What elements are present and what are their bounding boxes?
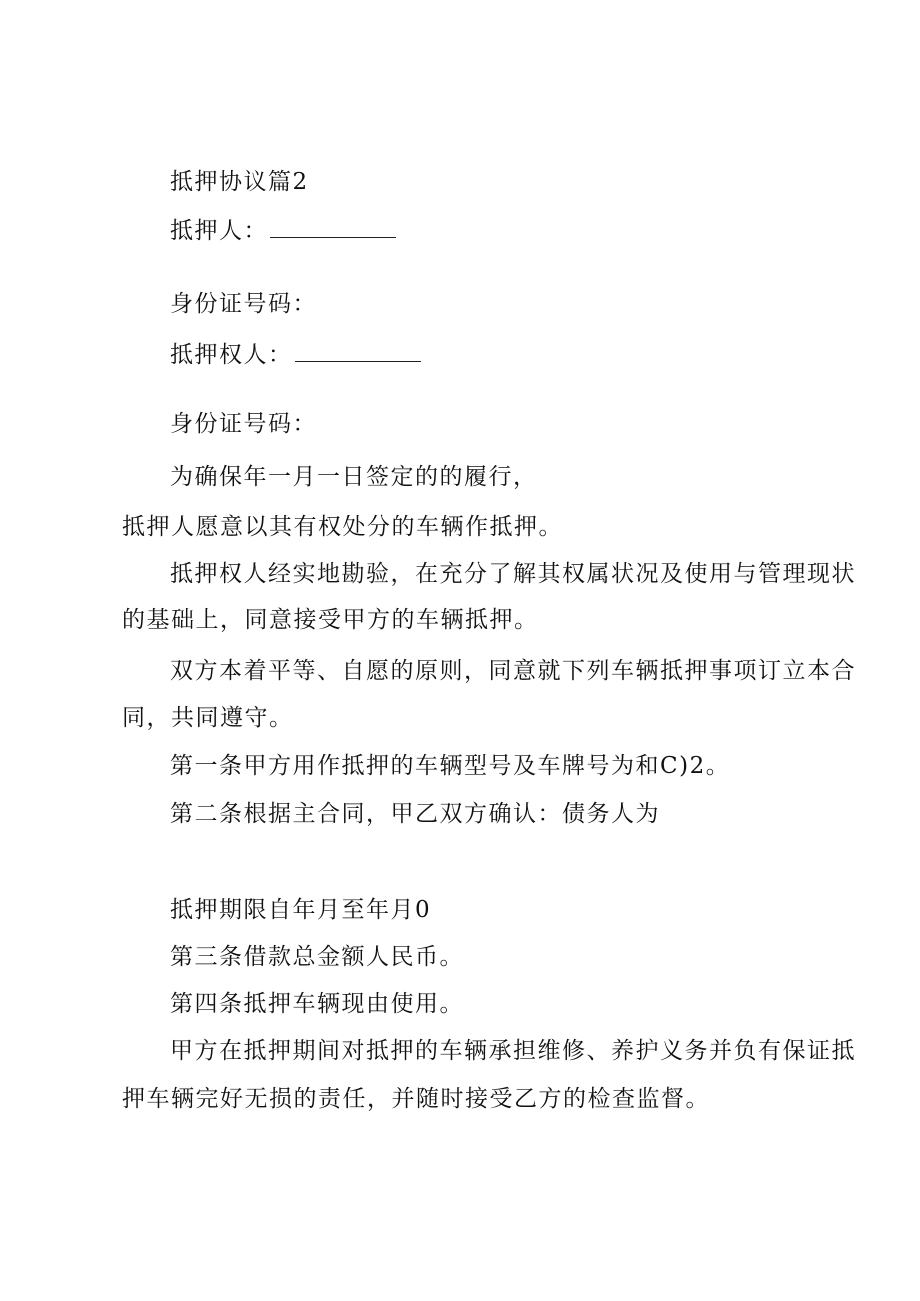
mortgagee-id-label: 身份证号码： (170, 411, 317, 437)
article-4: 第四条抵押车辆现由使用。 (170, 991, 464, 1017)
mortgagor-blank (270, 217, 396, 238)
paragraph-1-line-2: 抵押人愿意以其有权处分的车辆作抵押。 (122, 514, 563, 540)
paragraph-4-line-2: 押车辆完好无损的责任，并随时接受乙方的检查监督。 (122, 1086, 710, 1112)
mortgagee-line (170, 341, 421, 369)
mortgagor-id-label: 身份证号码： (170, 291, 317, 317)
article-1: 第一条甲方用作抵押的车辆型号及车牌号为和C)2。 (170, 753, 731, 779)
paragraph-2-line-2: 的基础上，同意接受甲方的车辆抵押。 (122, 607, 539, 633)
mortgage-term: 抵押期限自年月至年月0 (170, 897, 432, 923)
mortgagee-label: 抵押权人： (170, 342, 293, 368)
document-title: 抵押协议篇2 (170, 169, 309, 195)
mortgagor-line (170, 217, 396, 245)
paragraph-4-line-1: 甲方在抵押期间对抵押的车辆承担维修、养护义务并负有保证抵 (170, 1038, 856, 1064)
paragraph-3-line-1: 双方本着平等、自愿的原则，同意就下列车辆抵押事项订立本合 (170, 658, 856, 684)
mortgagee-blank (295, 341, 421, 362)
paragraph-1-line-1: 为确保年一月一日签定的的履行， (170, 464, 538, 490)
article-2: 第二条根据主合同，甲乙双方确认：债务人为 (170, 801, 660, 827)
article-3: 第三条借款总金额人民币。 (170, 944, 464, 970)
paragraph-3-line-2: 同，共同遵守。 (122, 705, 294, 731)
mortgagor-label: 抵押人： (170, 218, 268, 244)
paragraph-2-line-1: 抵押权人经实地勘验，在充分了解其权属状况及使用与管理现状 (170, 561, 856, 587)
